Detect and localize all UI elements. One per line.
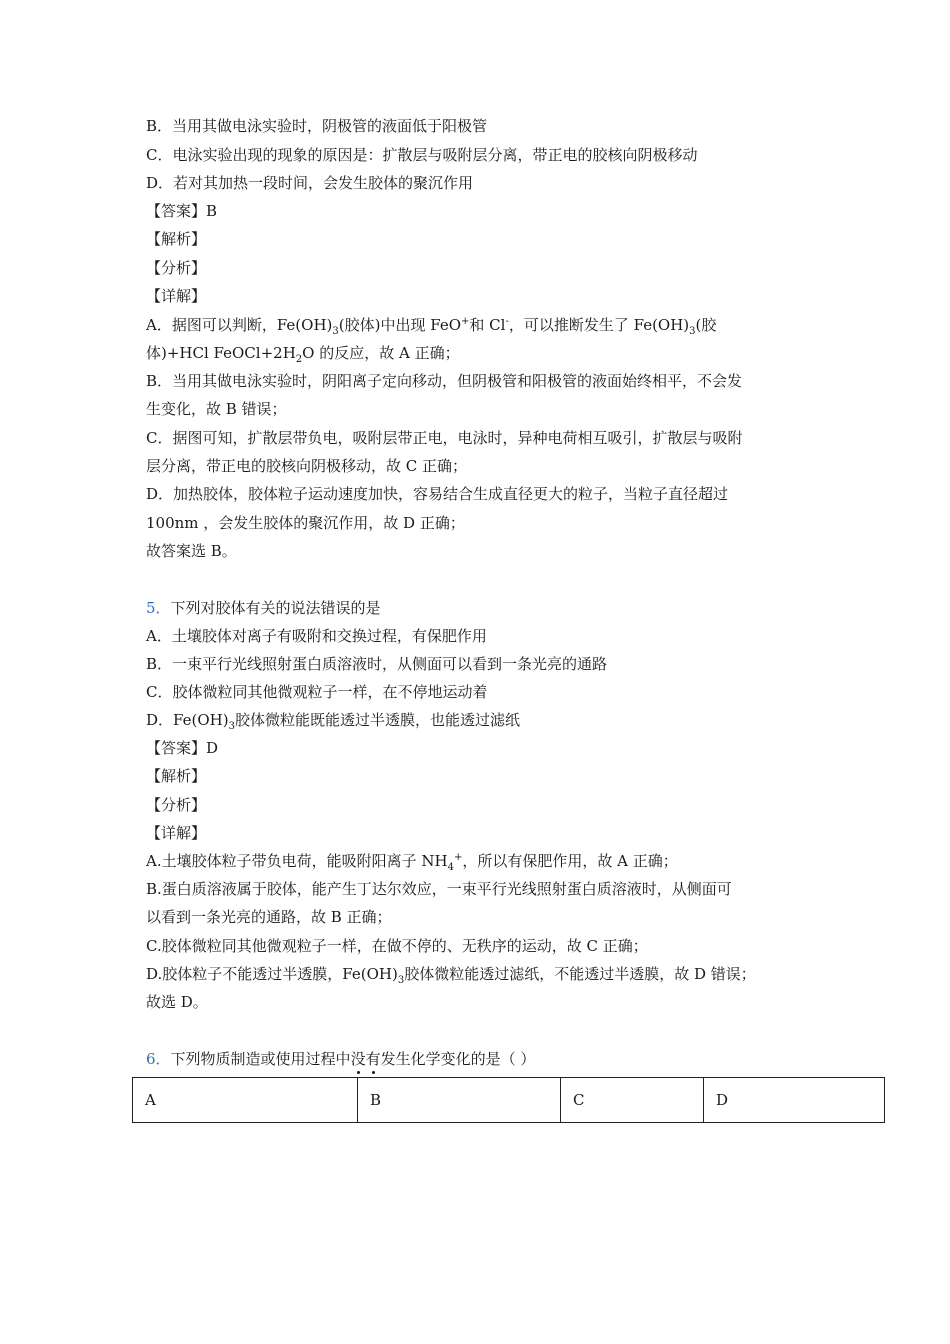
subscript: 2 xyxy=(295,354,303,365)
q4-conclusion: 故答案选 B。 xyxy=(146,542,237,560)
q4-answer: 【答案】B xyxy=(146,202,218,220)
text: 体)+HCl FeOCl+2H xyxy=(146,344,296,362)
q4-fenxi-heading: 【分析】 xyxy=(146,259,207,277)
q4-explanation-a-line1 xyxy=(146,315,716,335)
text: ，可以推断发生了 Fe(OH) xyxy=(508,316,690,334)
q4-option-c: C．电泳实验出现的现象的原因是：扩散层与吸附层分离，带正电的胶核向阴极移动 xyxy=(146,146,698,164)
table-cell-b: B xyxy=(358,1078,561,1123)
q4-explanation-b-line1: B．当用其做电泳实验时，阴阳离子定向移动，但阴极管和阳极管的液面始终相平，不会发 xyxy=(146,372,743,390)
q4-explanation-d-line1: D．加热胶体，胶体粒子运动速度加快，容易结合生成直径更大的粒子，当粒子直径超过 xyxy=(146,485,729,503)
q5-conclusion: 故选 D。 xyxy=(146,993,208,1011)
q5-answer: 【答案】D xyxy=(146,739,219,757)
q4-analysis-heading: 【解析】 xyxy=(146,230,207,248)
text: O 的反应，故 A 正确； xyxy=(302,344,460,362)
q4-explanation-a-line2 xyxy=(146,343,460,363)
q5-xiangjie-heading: 【详解】 xyxy=(146,824,207,842)
subscript: 3 xyxy=(228,721,235,732)
text: ，所以有保肥作用，故 A 正确； xyxy=(462,852,678,870)
superscript: - xyxy=(505,316,509,327)
table-row xyxy=(133,1078,885,1123)
superscript: + xyxy=(461,316,470,327)
q5-explanation-c: C.胶体微粒同其他微观粒子一样，在做不停的、无秩序的运动，故 C 正确； xyxy=(146,937,648,955)
question-number: 6． xyxy=(146,1050,171,1068)
text: (胶 xyxy=(695,316,717,334)
q4-explanation-b-line2: 生变化，故 B 错误； xyxy=(146,400,287,418)
q4-option-b: B．当用其做电泳实验时，阴极管的液面低于阳极管 xyxy=(146,117,488,135)
emphasis-dot-char: 没 xyxy=(350,1050,366,1068)
question-text: 下列对胶体有关的说法错误的是 xyxy=(170,599,381,617)
q5-fenxi-heading: 【分析】 xyxy=(146,796,207,814)
q5-stem xyxy=(146,598,381,618)
subscript: 3 xyxy=(689,326,696,337)
q5-option-d xyxy=(146,710,520,730)
text: 发生化学变化的是（ ） xyxy=(380,1050,536,1068)
text: D．Fe(OH) xyxy=(146,711,229,729)
q4-explanation-c-line1: C．据图可知，扩散层带负电，吸附层带正电，电泳时，异种电荷相互吸引，扩散层与吸附 xyxy=(146,429,743,447)
text: 和 Cl xyxy=(469,316,506,334)
q5-analysis-heading: 【解析】 xyxy=(146,767,207,785)
q4-explanation-c-line2: 层分离，带正电的胶核向阴极移动，故 C 正确； xyxy=(146,457,468,475)
text: A.土壤胶体粒子带负电荷，能吸附阳离子 NH xyxy=(146,852,448,870)
table-cell-d: D xyxy=(704,1078,885,1123)
superscript: + xyxy=(453,852,463,863)
q5-explanation-d xyxy=(146,964,756,984)
subscript: 3 xyxy=(332,326,339,337)
subscript: 4 xyxy=(447,862,454,873)
q5-option-a: A．土壤胶体对离子有吸附和交换过程，有保肥作用 xyxy=(146,627,487,645)
q6-stem xyxy=(146,1049,535,1069)
text: D.胶体粒子不能透过半透膜，Fe(OH) xyxy=(146,965,398,983)
subscript: 3 xyxy=(397,975,405,986)
q4-option-d: D．若对其加热一段时间，会发生胶体的聚沉作用 xyxy=(146,174,474,192)
text: 胶体微粒能透过滤纸，不能透过半透膜，故 D 错误； xyxy=(404,965,756,983)
q5-explanation-b-line2: 以看到一条光亮的通路，故 B 正确； xyxy=(146,908,392,926)
q5-explanation-b-line1: B.蛋白质溶液属于胶体，能产生丁达尔效应，一束平行光线照射蛋白质溶液时，从侧面可 xyxy=(146,880,732,898)
q4-explanation-d-line2: 100nm ，会发生胶体的聚沉作用，故 D 正确； xyxy=(146,514,465,532)
emphasis-dot-char: 有 xyxy=(365,1050,381,1068)
text: A．据图可以判断，Fe(OH) xyxy=(146,316,333,334)
table-cell-c: C xyxy=(561,1078,704,1123)
q5-explanation-a xyxy=(146,851,678,871)
text: (胶体)中出现 FeO xyxy=(338,316,462,334)
q4-xiangjie-heading: 【详解】 xyxy=(146,287,207,305)
text: 下列物质制造或使用过程中 xyxy=(170,1050,351,1068)
text: 胶体微粒能既能透过半透膜，也能透过滤纸 xyxy=(234,711,520,729)
question-number: 5． xyxy=(146,599,171,617)
q6-options-table xyxy=(132,1077,885,1123)
table-cell-a: A xyxy=(133,1078,358,1123)
q5-option-c: C．胶体微粒同其他微观粒子一样，在不停地运动着 xyxy=(146,683,488,701)
q5-option-b: B．一束平行光线照射蛋白质溶液时，从侧面可以看到一条光亮的通路 xyxy=(146,655,608,673)
